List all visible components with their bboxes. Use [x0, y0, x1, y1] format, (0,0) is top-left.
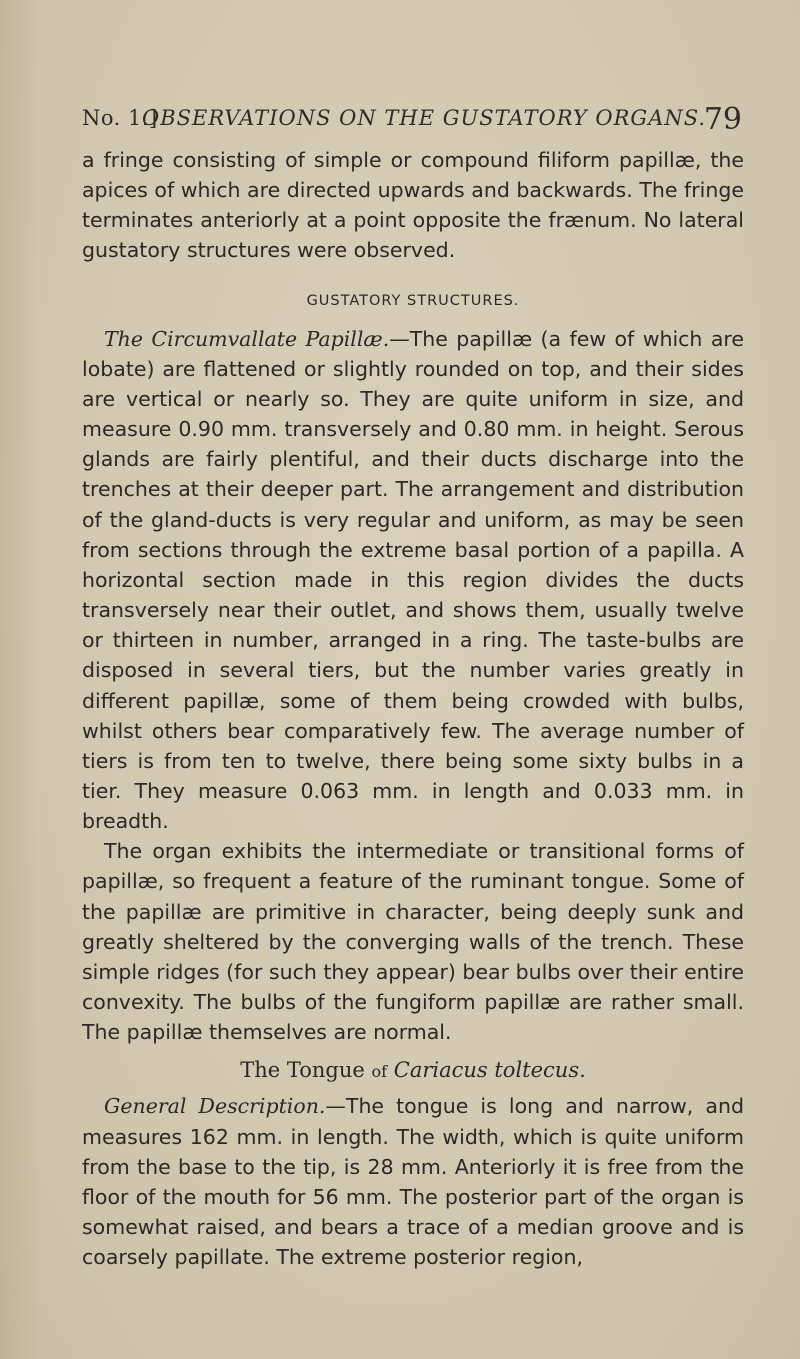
paragraph-fringe: a fringe consisting of simple or compound filiform papillæ, the apices of which are directed upwards and backwards. The fringe terminates anteriorly at a point opposite the frænum. No lateral gustatory structures were observed. — [82, 148, 744, 263]
heading-word-of: of — [371, 1062, 388, 1082]
paragraph-lead-general-description: General Description. — [104, 1094, 326, 1119]
paragraph-lead-circumvallate: The Circumvallate Papillæ. — [104, 326, 390, 351]
section-heading-tongue-cariacus — [82, 1055, 744, 1087]
header-issue-number: No. 1.] — [82, 106, 158, 130]
page-number: 79 — [703, 102, 742, 137]
paragraph-organ-forms: The organ exhibits the intermediate or transitional forms of papillæ, so frequent a feature of the ruminant tongue. Some of the papillæ are primitive in character, being deeply sunk and greatly sheltered by the converging walls of the trench. These simple ridges (for such they appear) bear bulbs over their entire convexity. The bulbs of the fungiform papillæ are rather small. The papillæ themselves are normal. — [82, 839, 744, 1045]
paragraph-text-circumvallate: —The papillæ (a few of which are lobate) are flattened or slightly rounded on top, and their sides are vertical or nearly so. They are quite uniform in size, and measure 0.90 mm. transversely and 0.80 mm. in height. Serous glands are fairly plentiful, and their ducts discharge into the trenches at their deeper part. The arrangement and distribution of the gland-ducts is very regular and uniform, as may be seen from sections through the extreme basal portion of a papilla. A horizontal section made in this region divides the ducts transversely near their outlet, and shows them, usually twelve or thirteen in number, arranged in a ring. The taste-bulbs are disposed in several tiers, but the number varies greatly in different papillæ, some of them being crowded with bulbs, whilst others bear comparatively few. The average number of tiers is from ten to twelve, there being some sixty bulbs in a tier. They measure 0.063 mm. in length and 0.033 mm. in breadth. — [82, 326, 744, 834]
heading-species-name: Cariacus toltecus. — [393, 1058, 586, 1083]
page-body — [82, 145, 744, 1272]
paragraph-text-general-description: —The tongue is long and narrow, and measures 162 mm. in length. The width, which is quite uniform from the base to the tip, is 28 mm. Anteriorly it is free from the floor of the mouth for 56 mm. The posterior part of the organ is somewhat raised, and bears a trace of a median groove and is coarsely papillate. The extreme posterior region, — [82, 1094, 744, 1270]
running-header — [82, 102, 742, 142]
heading-word-the: The — [240, 1058, 281, 1083]
heading-word-tongue: Tongue — [286, 1058, 365, 1083]
header-title: OBSERVATIONS ON THE GUSTATORY ORGANS. — [142, 106, 707, 130]
paragraph-circumvallate — [82, 324, 744, 837]
paragraph-general-description — [82, 1091, 744, 1272]
section-heading-gustatory-structures: GUSTATORY STRUCTURES. — [306, 292, 520, 309]
